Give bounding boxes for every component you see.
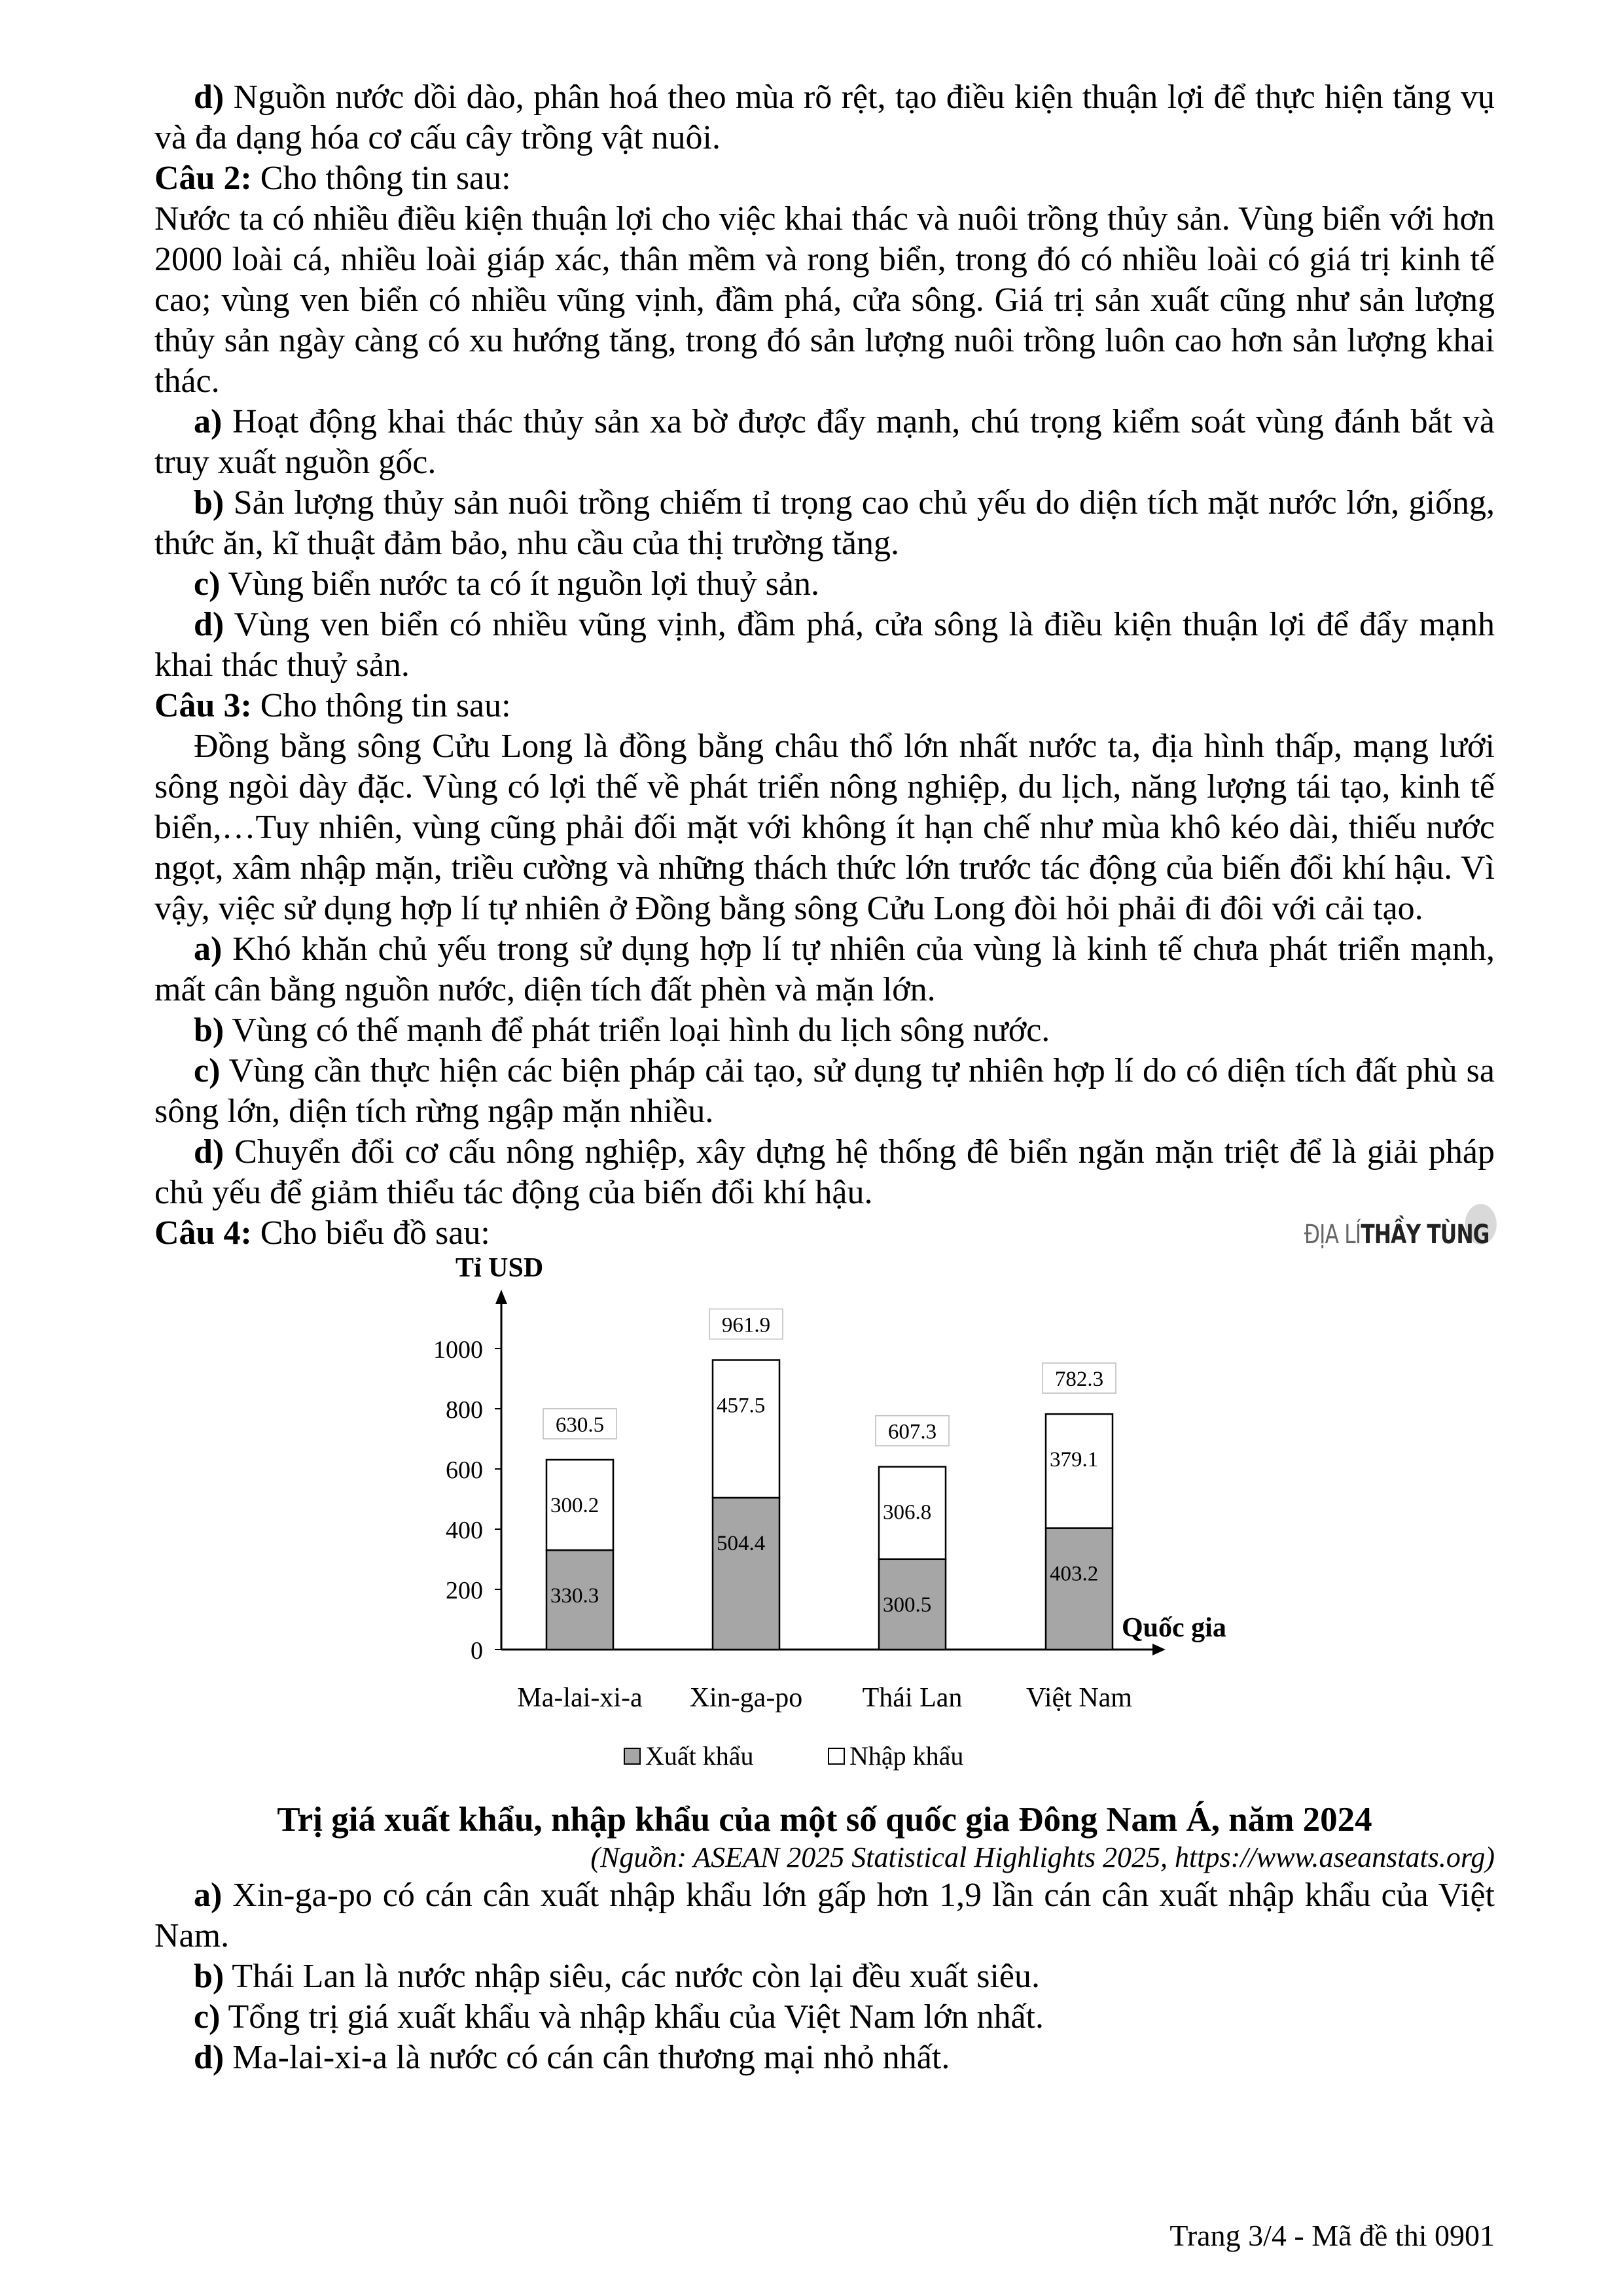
option-label: a) xyxy=(194,930,223,968)
data-label-total: 630.5 xyxy=(555,1413,605,1437)
page-content xyxy=(154,77,1495,2078)
option-label: a) xyxy=(194,1877,223,1914)
q2-option-a xyxy=(154,402,1495,483)
bar-export xyxy=(713,1498,779,1650)
y-tick-label: 400 xyxy=(446,1517,483,1544)
data-label-import: 379.1 xyxy=(1050,1448,1099,1472)
chart-caption: Trị giá xuất khẩu, nhập khẩu của một số quốc gia Đông Nam Á, năm 2024 xyxy=(277,1801,1372,1839)
data-label-export: 403.2 xyxy=(1050,1562,1099,1586)
y-axis-label: Tỉ USD xyxy=(455,1254,544,1283)
question-label: Câu 2: xyxy=(154,160,252,197)
data-label-import: 457.5 xyxy=(717,1394,766,1418)
legend-label-import: Nhập khẩu xyxy=(849,1741,964,1771)
data-label-total: 607.3 xyxy=(887,1420,937,1444)
q3-option-d xyxy=(154,1132,1495,1213)
data-label-export: 300.5 xyxy=(883,1593,932,1617)
option-text: Hoạt động khai thác thủy sản xa bờ được đẩy mạnh, chú trọng kiểm soát vùng đánh bắt và truy xuất nguồn gốc. xyxy=(154,403,1495,481)
question-title: Cho thông tin sau: xyxy=(251,687,511,724)
option-text: Vùng cần thực hiện các biện pháp cải tạo, sử dụng tự nhiên hợp lí do có diện tích đất phù sa sông lớn, diện tích rừng ngập mặn nhiều. xyxy=(154,1052,1495,1130)
page-footer: Trang 3/4 - Mã đề thi 0901 xyxy=(1169,2219,1495,2252)
x-axis-label: Quốc gia xyxy=(1122,1613,1226,1643)
legend-swatch-import xyxy=(829,1748,844,1764)
q4-option-b xyxy=(154,1956,1495,1997)
q2-option-b xyxy=(154,483,1495,564)
option-text: Thái Lan là nước nhập siêu, các nước còn lại đều xuất siêu. xyxy=(224,1958,1041,1995)
q2-option-d xyxy=(154,605,1495,686)
brand-logo xyxy=(1304,1214,1489,1255)
option-label: d) xyxy=(194,1133,224,1171)
option-label: d) xyxy=(194,79,224,116)
option-text: Khó khăn chủ yếu trong sử dụng hợp lí tự nhiên của vùng là kinh tế chưa phát triển mạnh, mất cân bằng nguồn nước, diện tích đất phèn và mặn lớn. xyxy=(154,930,1495,1008)
data-label-export: 330.3 xyxy=(550,1584,599,1608)
option-label: d) xyxy=(194,2039,224,2076)
bar-export xyxy=(1046,1528,1113,1650)
option-text: Sản lượng thủy sản nuôi trồng chiếm tỉ trọng cao chủ yếu do diện tích mặt nước lớn, giống, thức ăn, kĩ thuật đảm bảo, nhu cầu của thị trường tăng. xyxy=(154,484,1495,562)
option-text: Vùng biển nước ta có ít nguồn lợi thuỷ sản. xyxy=(220,565,819,603)
q3-info: Đồng bằng sông Cửu Long là đồng bằng châu thổ lớn nhất nước ta, địa hình thấp, mạng lưới sông ngòi dày đặc. Vùng có lợi thế về phát triển nông nghiệp, du lịch, năng lượng tái tạo, kinh tế biển,…Tuy nhiên, vùng cũng phải đối mặt với không ít hạn chế như mùa khô kéo dài, thiếu nước ngọt, xâm nhập mặn, triều cường và những thách thức lớn trước tác động của biến đổi khí hậu. Vì vậy, việc sử dụng hợp lí tự nhiên ở Đồng bằng sông Cửu Long đòi hỏi phải đi đôi với cải tạo. xyxy=(154,728,1495,927)
y-axis-arrow-icon xyxy=(495,1290,507,1304)
option-label: a) xyxy=(194,403,223,440)
q2-info: Nước ta có nhiều điều kiện thuận lợi cho việc khai thác và nuôi trồng thủy sản. Vùng biển với hơn 2000 loài cá, nhiều loài giáp xác, thân mềm và rong biển, trong đó có nhiều loài có giá trị kinh tế cao; vùng ven biển có nhiều vũng vịnh, đầm phá, cửa sông. Giá trị sản xuất cũng như sản lượng thủy sản ngày càng có xu hướng tăng, trong đó sản lượng nuôi trồng luôn cao hơn sản lượng khai thác. xyxy=(154,200,1495,400)
q3-option-b xyxy=(154,1010,1495,1051)
category-label: Ma-lai-xi-a xyxy=(517,1683,643,1713)
option-label: b) xyxy=(194,484,224,521)
option-text: Tổng trị giá xuất khẩu và nhập khẩu của Việt Nam lớn nhất. xyxy=(220,1998,1044,2036)
x-axis-arrow-icon xyxy=(1152,1644,1166,1655)
question-title: Cho biểu đồ sau: xyxy=(251,1214,490,1252)
y-tick-label: 600 xyxy=(446,1457,483,1484)
bar-import xyxy=(713,1360,779,1498)
option-text: Nguồn nước dồi dào, phân hoá theo mùa rõ rệt, tạo điều kiện thuận lợi để thực hiện tăng vụ và đa dạng hóa cơ cấu cây trồng vật nuôi. xyxy=(154,79,1495,156)
option-label: c) xyxy=(194,1052,221,1089)
option-label: c) xyxy=(194,565,221,603)
data-label-total: 961.9 xyxy=(721,1313,771,1337)
q4-option-c xyxy=(154,1997,1495,2038)
q4-option-a xyxy=(154,1875,1495,1956)
q3-option-c xyxy=(154,1051,1495,1132)
stacked-bar-chart xyxy=(154,1254,1495,1803)
y-tick-label: 0 xyxy=(471,1637,483,1665)
legend-label-export: Xuất khẩu xyxy=(645,1741,754,1771)
q2-heading xyxy=(154,158,1495,199)
option-label: c) xyxy=(194,1998,221,2036)
option-text: Chuyển đổi cơ cấu nông nghiệp, xây dựng hệ thống đê biển ngăn mặn triệt để là giải pháp chủ yếu để giảm thiểu tác động của biến đổi khí hậu. xyxy=(154,1133,1495,1211)
option-text: Vùng có thế mạnh để phát triển loại hình du lịch sông nước. xyxy=(224,1012,1050,1049)
option-text: Xin-ga-po có cán cân xuất nhập khẩu lớn gấp hơn 1,9 lần cán cân xuất nhập khẩu của Việt Nam. xyxy=(154,1877,1495,1954)
category-label: Thái Lan xyxy=(862,1683,963,1713)
q3-option-a xyxy=(154,929,1495,1010)
logo-text-1: ĐỊA LÍ xyxy=(1304,1220,1361,1250)
q1-option-d xyxy=(154,77,1495,158)
question-label: Câu 3: xyxy=(154,687,252,724)
q4-option-d xyxy=(154,2038,1495,2078)
option-text: Vùng ven biển có nhiều vũng vịnh, đầm phá, cửa sông là điều kiện thuận lợi để đẩy mạnh khai thác thuỷ sản. xyxy=(154,606,1495,684)
y-tick-label: 800 xyxy=(446,1396,483,1424)
data-label-total: 782.3 xyxy=(1054,1368,1104,1392)
logo-text-2: THẦY TÙNG xyxy=(1361,1220,1489,1250)
data-label-import: 306.8 xyxy=(883,1500,932,1525)
data-label-export: 504.4 xyxy=(717,1531,766,1555)
legend-swatch-export xyxy=(624,1748,640,1764)
q3-heading xyxy=(154,686,1495,726)
chart-source: (Nguồn: ASEAN 2025 Statistical Highlights 2025, https://www.aseanstats.org) xyxy=(590,1841,1495,1873)
option-text: Ma-lai-xi-a là nước có cán cân thương mại nhỏ nhất. xyxy=(224,2039,950,2076)
option-label: d) xyxy=(194,606,224,643)
category-label: Việt Nam xyxy=(1026,1683,1132,1713)
question-label: Câu 4: xyxy=(154,1214,252,1252)
q2-option-c xyxy=(154,564,1495,605)
chart-container xyxy=(154,1254,1495,1803)
option-label: b) xyxy=(194,1958,224,1995)
y-tick-label: 1000 xyxy=(433,1336,483,1364)
question-title: Cho thông tin sau: xyxy=(251,160,511,197)
q4-heading xyxy=(154,1213,1495,1254)
y-tick-label: 200 xyxy=(446,1577,483,1604)
category-label: Xin-ga-po xyxy=(689,1683,803,1713)
option-label: b) xyxy=(194,1012,224,1049)
data-label-import: 300.2 xyxy=(550,1493,599,1517)
